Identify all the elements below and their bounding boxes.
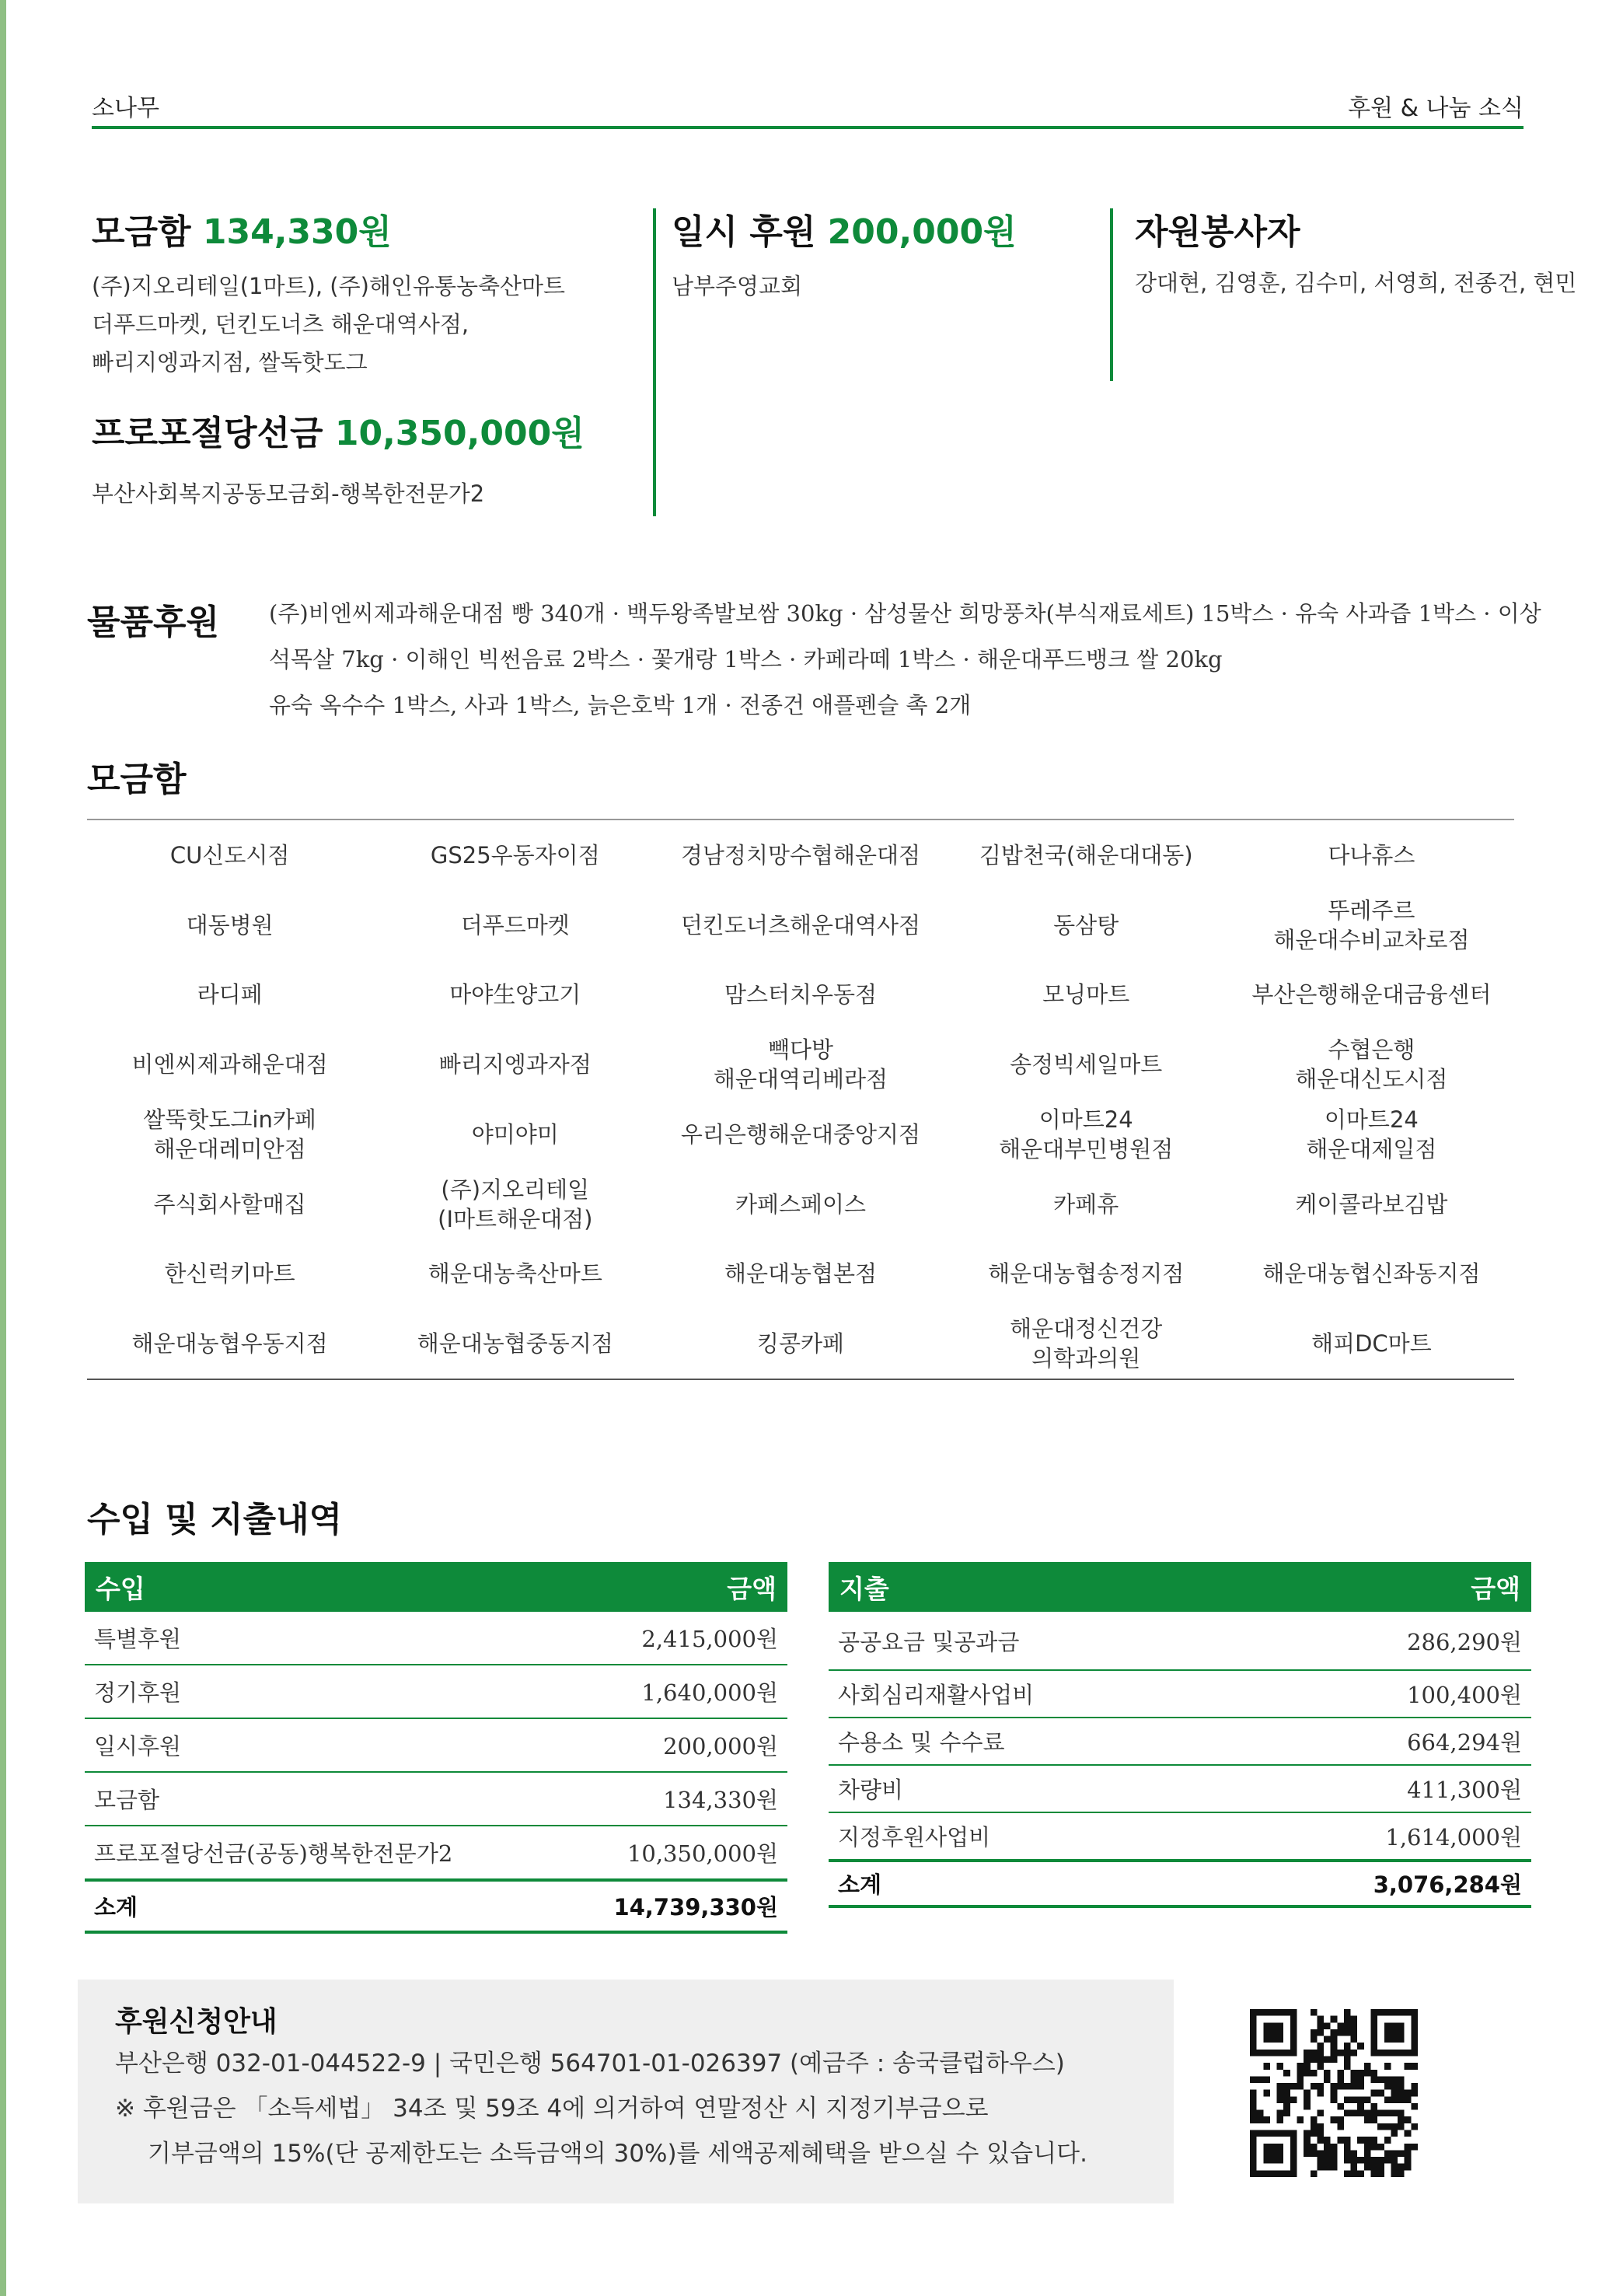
goods-line: 유숙 옥수수 1박스, 사과 1박스, 늙은호박 1개 · 전종건 애플펜슬 촉 2개 [269,692,972,718]
moguemham-cell: 카페휴 [1053,1190,1119,1218]
row-amount: 1,614,000원 [1385,1824,1522,1850]
moguemham-cell: 해운대정신건강 의학과의원 [1010,1316,1163,1372]
donation-guide-box [78,1980,1174,2203]
moguemham-cell: 킹콩카페 [756,1330,845,1358]
row-amount: 134,330원 [663,1787,778,1813]
moguemham-cell: 이마트24 해운대제일점 [1306,1106,1437,1162]
volunteer-heading: 자원봉사자 [1135,212,1300,252]
column-divider [1110,208,1113,381]
donor-line: (주)지오리테일(1마트), (주)해인유통농축산마트 [92,273,566,299]
income-header-amount: 금액 [727,1573,777,1604]
expense-table-header [829,1562,1531,1612]
moguemham-cell: 해운대농축산마트 [428,1260,602,1288]
row-amount: 411,300원 [1407,1777,1522,1803]
goods-line: (주)비엔씨제과해운대점 빵 340개 · 백두왕족발보쌈 30kg · 삼성물산 희망풍차(부식재료세트) 15박스 · 유숙 사과즙 1박스 · 이상 [269,600,1541,627]
row-amount: 286,290원 [1407,1628,1522,1655]
column-divider [653,208,656,516]
moguemham-title: 모금함 [87,760,187,799]
row-label: 모금함 [94,1787,160,1813]
table-row [829,1813,1531,1861]
moguemham-cell: 해운대농협우동지점 [131,1330,328,1358]
guide-title: 후원신청안내 [115,2006,277,2038]
goods-line: 석목살 7kg · 이해인 빅썬음료 2박스 · 꽃개랑 1박스 · 카페라떼 1박스 · 해운대푸드뱅크 쌀 20kg [269,646,1223,673]
moguemham-cell: 케이콜라보김밥 [1295,1190,1448,1218]
row-label: 특별후원 [94,1626,182,1652]
moguemham-cell: 대동병원 [186,911,274,938]
moguemham-cell: 해운대농협중동지점 [417,1330,613,1358]
section-label: 후원 & 나눔 소식 [1348,95,1524,122]
moguemham-cell: 비엔씨제과해운대점 [131,1051,328,1078]
moguemham-cell: 주식회사할매집 [153,1190,306,1218]
income-header-label: 수입 [96,1573,145,1604]
moguemham-cell: 경남정치망수협해운대점 [680,841,921,868]
page-side-bar [0,0,6,2296]
moguemham-cell: 다나휴스 [1328,841,1415,868]
row-amount: 664,294원 [1407,1729,1522,1756]
moguemham-cell: 마야生양고기 [449,981,581,1008]
onetime-amount: 200,000원 [827,212,1017,252]
moguemham-cell: 쌀뚝핫도그in카페 해운대레미안점 [143,1106,316,1162]
moguemham-cell: 동삼탕 [1053,911,1119,938]
promo-heading [92,405,651,455]
income-table-header [85,1562,787,1612]
moguemham-cell: 카페스페이스 [735,1190,867,1218]
moguemham-cell: 해운대농협신좌동지점 [1262,1260,1481,1288]
guide-tax-note-cont: 기부금액의 15%(단 공제한도는 소득금액의 30%)를 세액공제혜택을 받으실 수 있습니다. [148,2140,1087,2168]
table-row [829,1718,1531,1766]
moguemham-cell: 김밥천국(해운대대동) [979,841,1193,868]
donor-line: 빠리지엥과지점, 쌀독핫도그 [92,349,368,376]
guide-bank-accounts: 부산은행 032-01-044522-9 | 국민은행 564701-01-026397 (예금주 : 송국클럽하우스) [115,2050,1065,2078]
row-amount: 100,400원 [1407,1682,1522,1708]
donation-box-amount: 134,330원 [202,212,392,252]
moguemham-cell: 해운대농협본점 [724,1260,878,1288]
income-total-row [85,1880,787,1934]
table-row [85,1719,787,1773]
moguemham-cell: 라디페 [197,981,263,1008]
table-row [85,1773,787,1826]
moguemham-cell: 한신럭키마트 [164,1260,295,1288]
table-row [85,1612,787,1665]
goods-list [269,591,1590,729]
moguemham-cell: 야미야미 [471,1120,559,1148]
table-row [85,1665,787,1719]
moguemham-cell: 부산은행해운대금융센터 [1251,981,1492,1008]
onetime-label: 일시 후원 [672,212,816,252]
moguemham-cell: 더푸드마켓 [460,911,570,938]
donor-line: 더푸드마켓, 던킨도너츠 해운대역사점, [92,311,469,337]
table-row [829,1766,1531,1813]
qr-code-icon[interactable] [1250,2009,1418,2177]
table-row [829,1612,1531,1671]
moguemham-cell: GS25우동자이점 [430,841,600,868]
row-label: 프로포절당선금(공동)행복한전문가2 [94,1840,453,1867]
moguemham-grid [87,819,1514,1380]
row-label: 일시후원 [94,1733,182,1760]
moguemham-cell: 모닝마트 [1042,981,1130,1008]
row-label: 정기후원 [94,1679,182,1706]
table-row [85,1826,787,1880]
row-amount: 200,000원 [663,1733,778,1760]
total-amount: 14,739,330원 [613,1894,778,1920]
income-table [85,1562,787,1934]
volunteer-column [1135,204,1609,302]
moguemham-cell: 뚜레주르 해운대수비교차로점 [1273,896,1470,953]
moguemham-cell: 송정빅세일마트 [1010,1051,1163,1078]
row-label: 공공요금 및공과금 [838,1628,1020,1655]
moguemham-cell: 빽다방 해운대역리베라점 [713,1036,888,1093]
row-amount: 2,415,000원 [641,1626,778,1652]
moguemham-cell: 던킨도너츠해운대역사점 [680,911,921,938]
row-amount: 10,350,000원 [627,1840,778,1867]
total-amount: 3,076,284원 [1373,1871,1522,1898]
page-header [92,84,1524,129]
goods-title: 물품후원 [87,603,220,642]
row-label: 수용소 및 수수료 [838,1729,1005,1756]
onetime-donor: 남부주영교회 [672,273,803,299]
moguemham-cell: 해운대농협송정지점 [988,1260,1185,1288]
moguemham-cell: 수협은행 해운대신도시점 [1295,1036,1448,1093]
moguemham-cell: 맘스터치우동점 [724,981,878,1008]
promo-amount: 10,350,000원 [334,414,585,453]
moguemham-cell: 이마트24 해운대부민병원점 [999,1106,1174,1162]
finance-title: 수입 및 지출내역 [87,1500,343,1539]
donation-box-heading [92,204,651,253]
onetime-column [672,204,1091,306]
guide-tax-note: ※ 후원금은 「소득세법」 34조 및 59조 4에 의거하여 연말정산 시 지정기부금으로 [115,2095,989,2123]
promo-source: 부산사회복지공동모금회-행복한전문가2 [92,481,485,507]
moguemham-cell: 우리은행해운대중앙지점 [680,1120,921,1148]
row-label: 차량비 [838,1777,904,1803]
expense-table [829,1562,1531,1908]
table-row [829,1671,1531,1718]
donation-box-donors [92,267,651,382]
expense-total-row [829,1861,1531,1908]
onetime-heading [672,204,1091,253]
moguemham-cell: 빠리지엥과자점 [438,1051,592,1078]
row-amount: 1,640,000원 [641,1679,778,1706]
row-label: 지정후원사업비 [838,1824,991,1850]
total-label: 소계 [838,1871,882,1898]
promo-label: 프로포절당선금 [92,414,323,453]
expense-header-amount: 금액 [1471,1573,1520,1604]
moguemham-cell: (주)지오리테일 (I마트해운대점) [438,1176,593,1232]
donation-summary-column [92,204,651,513]
row-label: 사회심리재활사업비 [838,1682,1035,1708]
brand-label: 소나무 [92,95,159,122]
moguemham-cell: 해피DC마트 [1311,1330,1432,1358]
total-label: 소계 [94,1894,138,1920]
expense-header-label: 지출 [839,1573,889,1604]
volunteer-names: 강대현, 김영훈, 김수미, 서영희, 전종건, 현민 [1135,270,1577,296]
donation-box-label: 모금함 [92,212,191,252]
moguemham-cell: CU신도시점 [169,841,290,868]
